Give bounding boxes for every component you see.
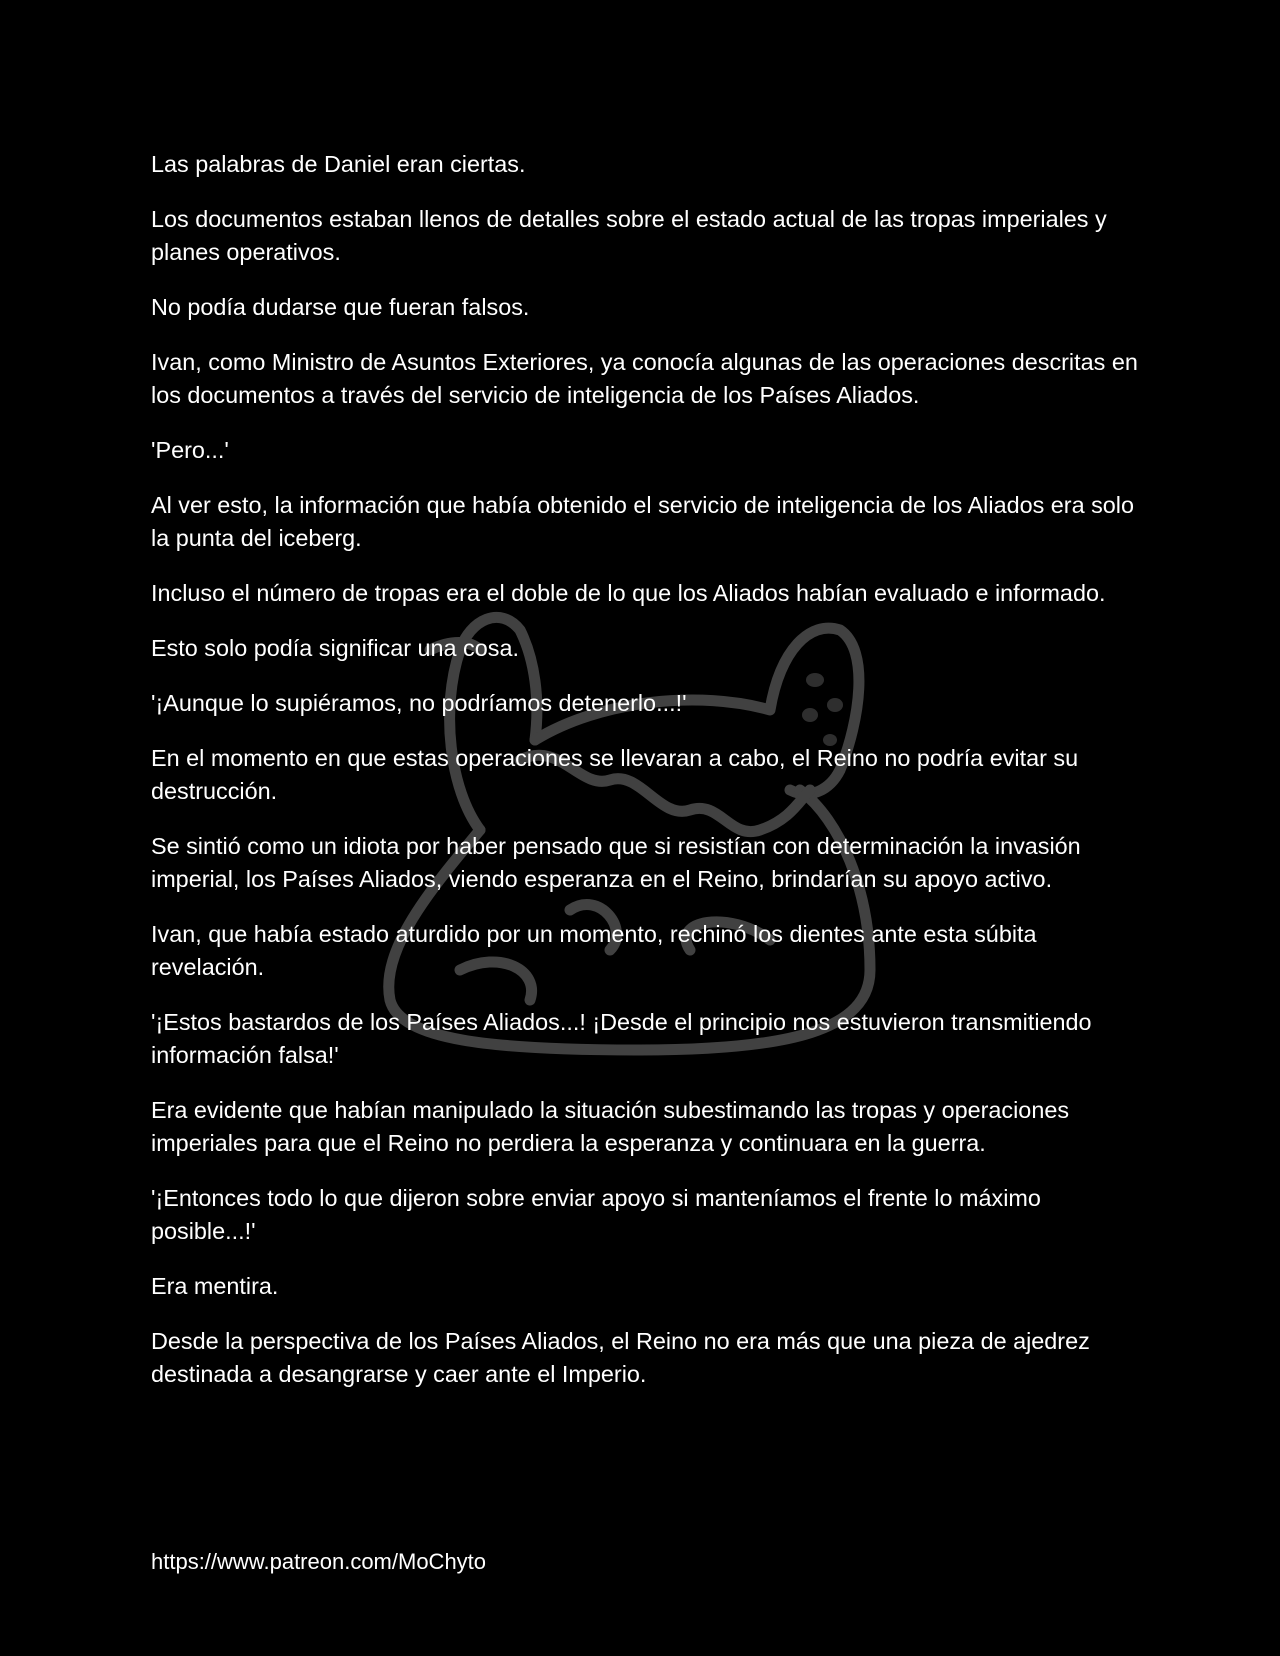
paragraph: '¡Aunque lo supiéramos, no podríamos detenerlo...!' (151, 690, 687, 716)
paragraph: Esto solo podía significar una cosa. (151, 635, 519, 661)
paragraph: Incluso el número de tropas era el doble de lo que los Aliados habían evaluado e informado. (151, 580, 1106, 606)
paragraph: Era evidente que habían manipulado la situación subestimando las tropas y operaciones imperiales para que el Reino no perdiera la esperanza y continuara en la guerra. (151, 1097, 1070, 1156)
paragraph: Desde la perspectiva de los Países Aliados, el Reino no era más que una pieza de ajedrez destinada a desangrarse y caer ante el Imperio. (151, 1328, 1090, 1387)
paragraph: Se sintió como un idiota por haber pensado que si resistían con determinación la invasión imperial, los Países Aliados, viendo esperanza en el Reino, brindarían su apoyo activo. (151, 833, 1081, 892)
paragraph: Al ver esto, la información que había obtenido el servicio de inteligencia de los Aliados era solo la punta del iceberg. (151, 492, 1135, 551)
paragraph: Era mentira. (151, 1273, 279, 1299)
paragraph: En el momento en que estas operaciones se llevaran a cabo, el Reino no podría evitar su destrucción. (151, 745, 1079, 804)
paragraph: '¡Estos bastardos de los Países Aliados...! ¡Desde el principio nos estuvieron transmitiendo información falsa!' (151, 1009, 1092, 1068)
patreon-link[interactable]: https://www.patreon.com/MoChyto (151, 1549, 487, 1574)
paragraph: 'Pero...' (151, 437, 229, 463)
paragraph: Los documentos estaban llenos de detalles sobre el estado actual de las tropas imperiales y planes operativos. (151, 206, 1107, 265)
paragraph: Las palabras de Daniel eran ciertas. (151, 151, 526, 177)
paragraph: Ivan, que había estado aturdido por un momento, rechinó los dientes ante esta súbita revelación. (151, 921, 1037, 980)
paragraph: No podía dudarse que fueran falsos. (151, 294, 530, 320)
paragraph: Ivan, como Ministro de Asuntos Exteriores, ya conocía algunas de las operaciones descritas en los documentos a través del servicio de inteligencia de los Países Aliados. (151, 349, 1138, 408)
paragraph: '¡Entonces todo lo que dijeron sobre enviar apoyo si manteníamos el frente lo máximo posible...!' (151, 1185, 1041, 1244)
chapter-text (151, 148, 1141, 1413)
